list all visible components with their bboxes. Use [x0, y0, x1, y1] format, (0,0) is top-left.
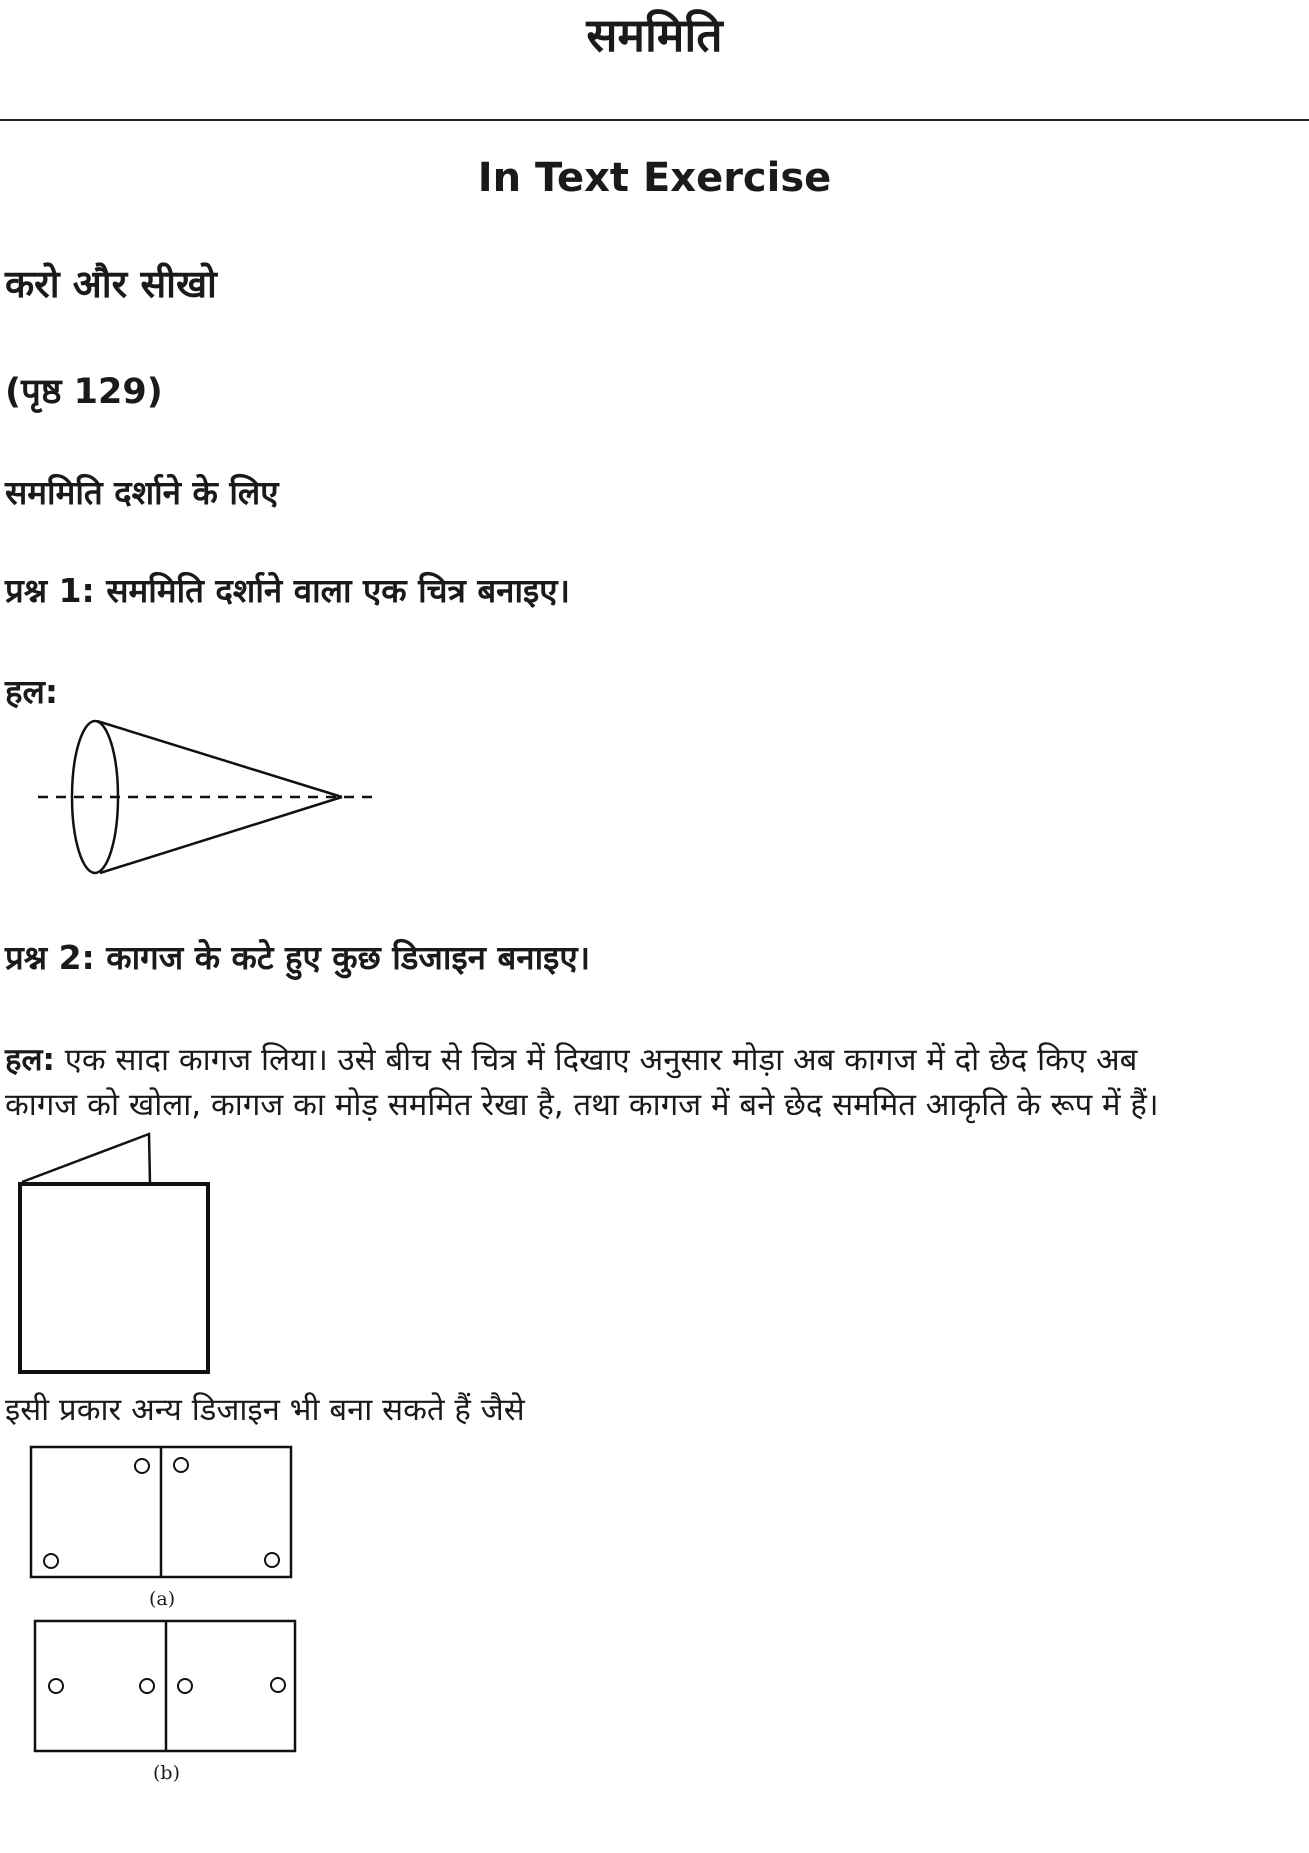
solution-2-line-1: [5, 1038, 1305, 1083]
exercise-subtitle: In Text Exercise: [477, 155, 832, 201]
design-b-hole: [49, 1679, 63, 1693]
folded-flap: [22, 1134, 150, 1184]
design-a-figure: [28, 1444, 298, 1584]
solution-2-label: हल:: [5, 1042, 55, 1078]
cone-top-edge: [97, 721, 342, 797]
solution-1-label: हल:: [5, 672, 59, 711]
figure-a-caption: (a): [149, 1588, 176, 1610]
design-b-hole: [140, 1679, 154, 1693]
folded-paper-figure: [14, 1132, 214, 1377]
solution-2-line-2: कागज को खोला, कागज का मोड़ सममित रेखा है, तथा कागज में बने छेद सममित आकृति के रूप में हैं।: [5, 1087, 1159, 1123]
solution-2-paragraph: [5, 1038, 1305, 1128]
cone-symmetry-figure: [30, 715, 390, 885]
section-heading: करो और सीखो: [5, 262, 217, 306]
design-b-figure: [32, 1618, 302, 1758]
figure-b-caption: (b): [153, 1762, 180, 1784]
design-a-hole: [174, 1458, 188, 1472]
design-a-hole: [265, 1553, 279, 1567]
solution-2-line-1-text: एक सादा कागज लिया। उसे बीच से चित्र में दिखाए अनुसार मोड़ा अब कागज में दो छेद किए अब: [54, 1042, 1138, 1078]
other-designs-text: इसी प्रकार अन्य डिजाइन भी बना सकते हैं जैसे: [5, 1392, 525, 1428]
question-1: प्रश्न 1: सममिति दर्शाने वाला एक चित्र बनाइए।: [5, 571, 570, 610]
folded-paper-body: [20, 1184, 208, 1372]
topic-heading: सममिति दर्शाने के लिए: [5, 473, 279, 512]
design-a-hole: [135, 1459, 149, 1473]
title-divider: [0, 119, 1309, 121]
design-b-hole: [271, 1678, 285, 1692]
cone-bottom-edge: [100, 797, 342, 873]
page-reference: (पृष्ठ 129): [5, 372, 163, 412]
page-title: सममिति: [586, 8, 723, 62]
design-a-hole: [44, 1554, 58, 1568]
question-2: प्रश्न 2: कागज के कटे हुए कुछ डिजाइन बनाइए।: [5, 938, 591, 977]
design-b-hole: [178, 1679, 192, 1693]
